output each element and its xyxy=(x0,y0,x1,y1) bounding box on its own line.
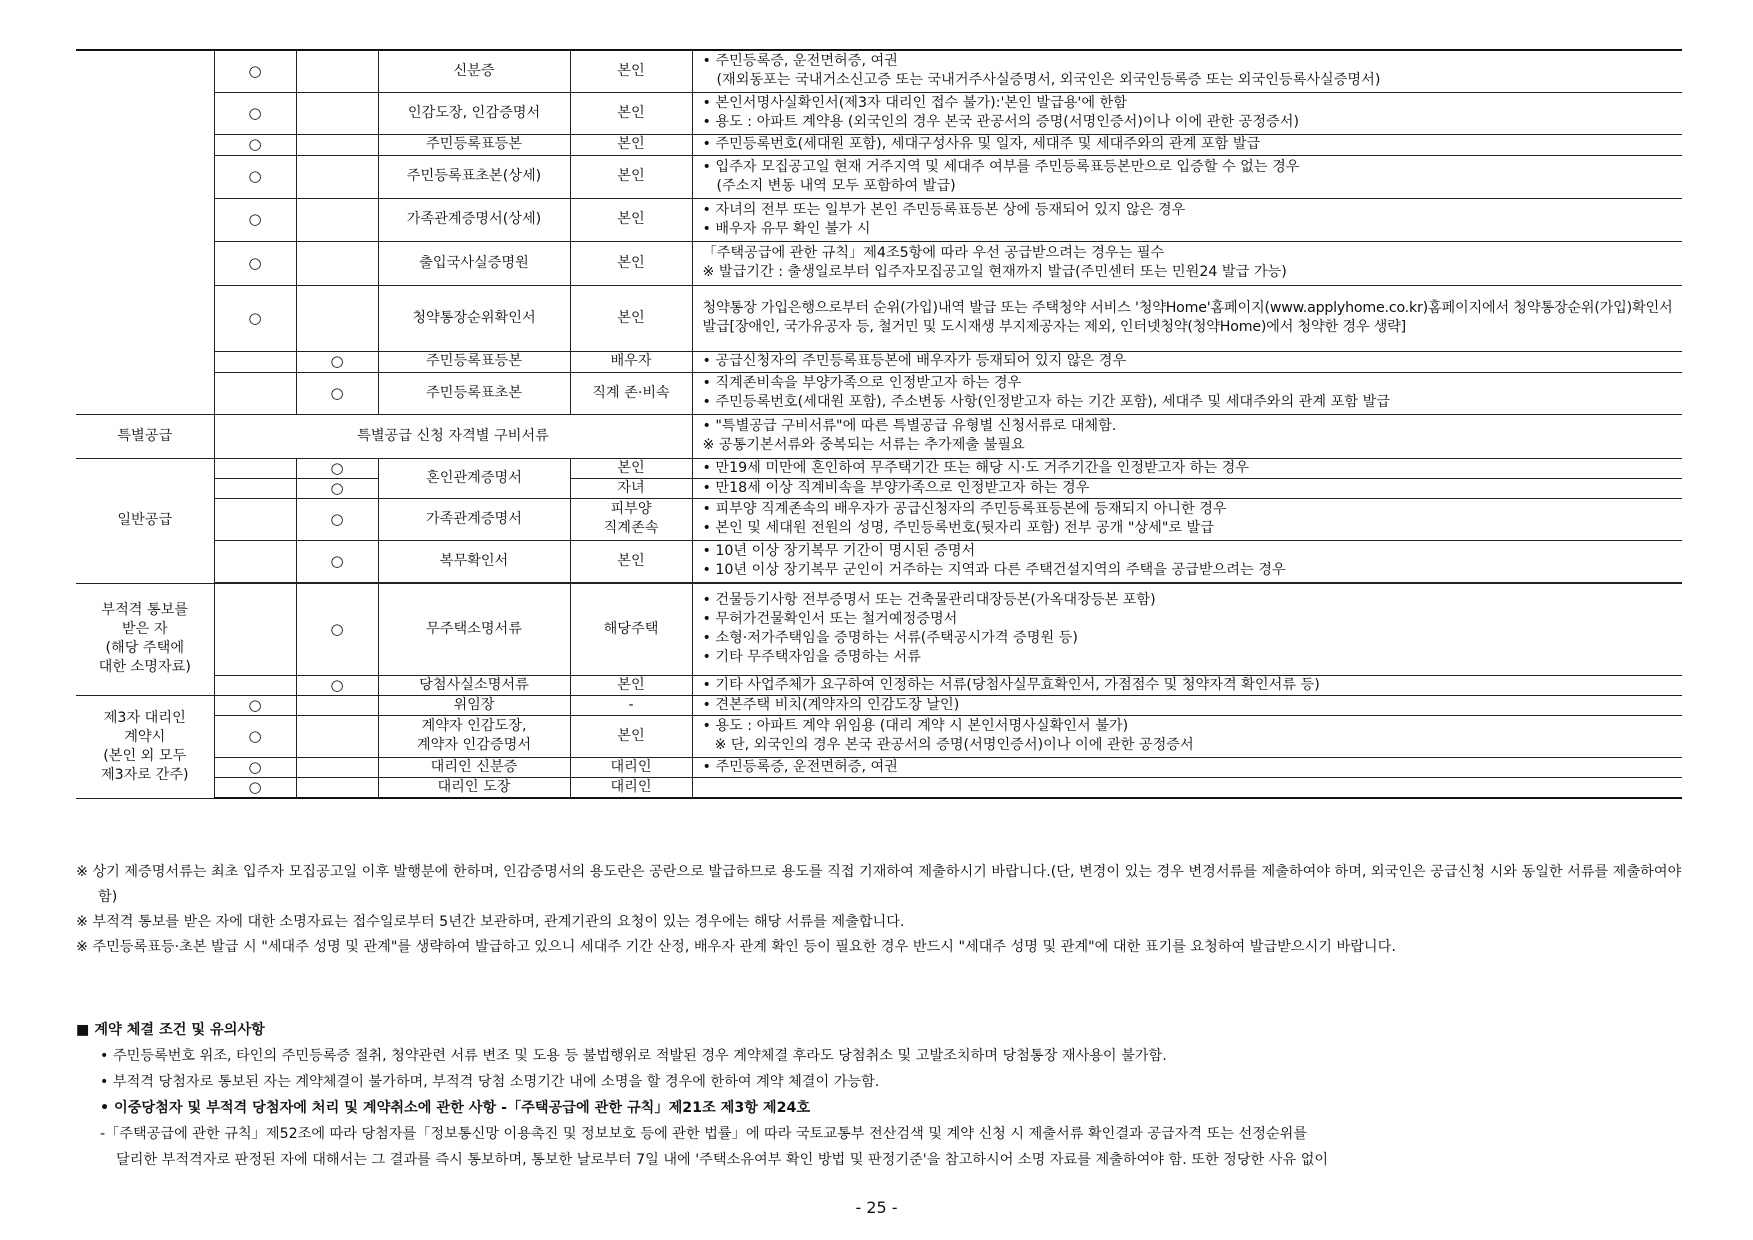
applicant-check-mark: ○ xyxy=(214,715,296,757)
description: • 10년 이상 장기복무 기간이 명시된 증명서 • 10년 이상 장기복무 군인이 거주하는 지역과 다른 주택건설지역의 주택을 공급받으려는 경우 xyxy=(692,540,1682,582)
table-row xyxy=(76,134,1682,155)
applicant-check-mark: ○ xyxy=(214,134,296,155)
target: 본인 xyxy=(570,92,692,134)
applicant-check-mark xyxy=(214,675,296,695)
applicant-check-mark: ○ xyxy=(214,757,296,777)
table-row xyxy=(76,241,1682,285)
description: • 주민등록번호(세대원 포함), 세대구성사유 및 일자, 세대주 및 세대주와의 관계 포함 발급 xyxy=(692,134,1682,155)
proxy-check-mark xyxy=(296,241,378,285)
description: • 만18세 이상 직계비속을 부양가족으로 인정받고자 하는 경우 xyxy=(692,478,1682,498)
description: • 피부양 직계존속의 배우자가 공급신청자의 주민등록표등본에 등재되지 아니한 경우 • 본인 및 세대원 전원의 성명, 주민등록번호(뒷자리 포함) 전부 공개 "상세"로 발급 xyxy=(692,498,1682,540)
table-row xyxy=(76,498,1682,540)
proxy-check-mark xyxy=(296,695,378,715)
bullet-item: • 부적격 당첨자로 통보된 자는 계약체결이 불가하며, 부적격 당첨 소명기간 내에 소명을 할 경우에 한하여 계약 체결이 가능함. xyxy=(100,1074,880,1090)
proxy-check-mark xyxy=(296,715,378,757)
required-documents-table xyxy=(76,49,1682,799)
description: • 입주자 모집공고일 현재 거주지역 및 세대주 여부를 주민등록표등본만으로 입증할 수 없는 경우 (주소지 변동 내역 모두 포함하여 발급) xyxy=(692,155,1682,198)
table-row xyxy=(76,675,1682,695)
applicant-check-mark xyxy=(214,540,296,582)
category-cell-blank xyxy=(76,50,214,414)
document-name: 출입국사실증명원 xyxy=(378,241,570,285)
description: • 만19세 미만에 혼인하여 무주택기간 또는 해당 시·도 거주기간을 인정받고자 하는 경우 xyxy=(692,458,1682,478)
dash-item-continued: 달리한 부적격자로 판정된 자에 대해서는 그 결과를 즉시 통보하며, 통보한 날로부터 7일 내에 '주택소유여부 확인 방법 및 판정기준'을 참고하시어 소명 자료를 제출하여야 함. 또한 정당한 사유 없이 xyxy=(116,1152,1329,1168)
document-name: 청약통장순위확인서 xyxy=(378,285,570,351)
proxy-check-mark xyxy=(296,198,378,241)
table-row xyxy=(76,155,1682,198)
target: 대리인 xyxy=(570,757,692,777)
table-row xyxy=(76,478,1682,498)
proxy-check-mark: ○ xyxy=(296,675,378,695)
description: • 공급신청자의 주민등록표등본에 배우자가 등재되어 있지 않은 경우 xyxy=(692,351,1682,372)
applicant-check-mark xyxy=(214,351,296,372)
bullet-item-bold: • 이중당첨자 및 부적격 당첨자에 처리 및 계약취소에 관한 사항 -「주택공급에 관한 규칙」제21조 제3항 제24호 xyxy=(100,1100,811,1116)
proxy-check-mark: ○ xyxy=(296,351,378,372)
proxy-check-mark xyxy=(296,777,378,798)
description: • 기타 사업주체가 요구하여 인정하는 서류(당첨사실무효확인서, 가점점수 및 청약자격 확인서류 등) xyxy=(692,675,1682,695)
target: 본인 xyxy=(570,540,692,582)
applicant-check-mark: ○ xyxy=(214,92,296,134)
target: 배우자 xyxy=(570,351,692,372)
section-title: ■ 계약 체결 조건 및 유의사항 xyxy=(76,1022,265,1038)
target: - xyxy=(570,695,692,715)
table-row xyxy=(76,285,1682,351)
document-name: 가족관계증명서 xyxy=(378,498,570,540)
dash-item: -「주택공급에 관한 규칙」제52조에 따라 당첨자를「정보통신망 이용촉진 및 정보보호 등에 관한 법률」에 따라 국토교통부 전산검색 및 계약 신청 시 제출서류 확인결과 공급자격 또는 선정순위를 xyxy=(100,1126,1308,1142)
applicant-check-mark: ○ xyxy=(214,777,296,798)
table-row xyxy=(76,583,1682,675)
description: • 본인서명사실확인서(제3자 대리인 접수 불가):'본인 발급용'에 한함 • 용도 : 아파트 계약용 (외국인의 경우 본국 관공서의 증명(서명인증서)이나 이에 관한 공정증서) xyxy=(692,92,1682,134)
proxy-check-mark xyxy=(296,155,378,198)
description: 청약통장 가입은행으로부터 순위(가입)내역 발급 또는 주택청약 서비스 '청약Home'홈페이지(www.applyhome.co.kr)홈페이지에서 청약통장순위(가입)확인서 발급[장애인, 국가유공자 등, 철거민 및 도시재생 부지제공자는 제외, 인터넷청약(청약Home)에서 청약한 경우 생략] xyxy=(692,285,1682,351)
target: 본인 xyxy=(570,134,692,155)
applicant-check-mark: ○ xyxy=(214,50,296,92)
document-name: 복무확인서 xyxy=(378,540,570,582)
proxy-check-mark: ○ xyxy=(296,540,378,582)
document-name: 대리인 신분증 xyxy=(378,757,570,777)
table-row xyxy=(76,372,1682,414)
description: 「주택공급에 관한 규칙」제4조5항에 따라 우선 공급받으려는 경우는 필수 ※ 발급기간 : 출생일로부터 입주자모집공고일 현재까지 발급(주민센터 또는 민원24 발급 가능) xyxy=(692,241,1682,285)
description: • "특별공급 구비서류"에 따른 특별공급 유형별 신청서류로 대체함. ※ 공통기본서류와 중복되는 서류는 추가제출 불필요 xyxy=(692,414,1682,458)
table-row xyxy=(76,198,1682,241)
proxy-check-mark xyxy=(296,50,378,92)
applicant-check-mark xyxy=(214,478,296,498)
footnote: ※ 상기 제증명서류는 최초 입주자 모집공고일 이후 발행분에 한하며, 인감증명서의 용도란은 공란으로 발급하므로 용도를 직접 기재하여 제출하시기 바랍니다.(단, 변경이 있는 경우 변경서류를 제출하여야 하며, 외국인은 공급신청 시와 동일한 서류를 제출하여야 함) xyxy=(76,864,1682,905)
bullet-item: • 주민등록번호 위조, 타인의 주민등록증 절취, 청약관련 서류 변조 및 도용 등 불법행위로 적발된 경우 계약체결 후라도 당첨취소 및 고발조치하며 당첨통장 재사용이 불가함. xyxy=(100,1048,1167,1064)
target: 본인 xyxy=(570,458,692,478)
description: • 주민등록증, 운전면허증, 여권 xyxy=(692,757,1682,777)
proxy-check-mark xyxy=(296,134,378,155)
document-name: 주민등록표초본 xyxy=(378,372,570,414)
document-name: 주민등록표초본(상세) xyxy=(378,155,570,198)
description: • 주민등록증, 운전면허증, 여권 (재외동포는 국내거소신고증 또는 국내거주사실증명서, 외국인은 외국인등록증 또는 외국인등록사실증명서) xyxy=(692,50,1682,92)
applicant-check-mark: ○ xyxy=(214,155,296,198)
footnotes xyxy=(76,860,1682,960)
document-name: 대리인 도장 xyxy=(378,777,570,798)
target: 본인 xyxy=(570,285,692,351)
proxy-check-mark xyxy=(296,757,378,777)
table-row xyxy=(76,50,1682,92)
table-row xyxy=(76,458,1682,478)
document-name: 계약자 인감도장, 계약자 인감증명서 xyxy=(378,715,570,757)
category-third-party-proxy: 제3자 대리인 계약시 (본인 외 모두 제3자로 간주) xyxy=(76,695,214,798)
target: 직계 존·비속 xyxy=(570,372,692,414)
applicant-check-mark: ○ xyxy=(214,241,296,285)
target: 본인 xyxy=(570,50,692,92)
target: 피부양 직계존속 xyxy=(570,498,692,540)
description: • 직계존비속을 부양가족으로 인정받고자 하는 경우 • 주민등록번호(세대원 포함), 주소변동 사항(인정받고자 하는 기간 포함), 세대주 및 세대주와의 관계 포함 발급 xyxy=(692,372,1682,414)
description: • 용도 : 아파트 계약 위임용 (대리 계약 시 본인서명사실확인서 불가) ※ 단, 외국인의 경우 본국 관공서의 증명(서명인증서)이나 이에 관한 공정증서 xyxy=(692,715,1682,757)
document-name: 주민등록표등본 xyxy=(378,134,570,155)
table-row xyxy=(76,351,1682,372)
table-row xyxy=(76,757,1682,777)
table-row xyxy=(76,695,1682,715)
document-name: 특별공급 신청 자격별 구비서류 xyxy=(214,414,692,458)
table-row xyxy=(76,92,1682,134)
applicant-check-mark xyxy=(214,372,296,414)
document-name: 주민등록표등본 xyxy=(378,351,570,372)
document-name: 위임장 xyxy=(378,695,570,715)
category-special-supply: 특별공급 xyxy=(76,414,214,458)
target: 자녀 xyxy=(570,478,692,498)
description: • 견본주택 비치(계약자의 인감도장 날인) xyxy=(692,695,1682,715)
target: 대리인 xyxy=(570,777,692,798)
description: • 자녀의 전부 또는 일부가 본인 주민등록표등본 상에 등재되어 있지 않은 경우 • 배우자 유무 확인 불가 시 xyxy=(692,198,1682,241)
table-row xyxy=(76,414,1682,458)
applicant-check-mark: ○ xyxy=(214,285,296,351)
category-ineligible: 부적격 통보를 받은 자 (해당 주택에 대한 소명자료) xyxy=(76,583,214,695)
document-name: 무주택소명서류 xyxy=(378,583,570,675)
target: 본인 xyxy=(570,241,692,285)
proxy-check-mark: ○ xyxy=(296,478,378,498)
proxy-check-mark: ○ xyxy=(296,372,378,414)
target: 본인 xyxy=(570,155,692,198)
applicant-check-mark xyxy=(214,458,296,478)
proxy-check-mark xyxy=(296,285,378,351)
footnote: ※ 부적격 통보를 받은 자에 대한 소명자료는 접수일로부터 5년간 보관하며, 관계기관의 요청이 있는 경우에는 해당 서류를 제출합니다. xyxy=(76,914,905,930)
table-row xyxy=(76,715,1682,757)
applicant-check-mark: ○ xyxy=(214,695,296,715)
page-number: - 25 - xyxy=(855,1198,898,1217)
footnote: ※ 주민등록표등·초본 발급 시 "세대주 성명 및 관계"를 생략하여 발급하고 있으니 세대주 기간 산정, 배우자 관계 확인 등이 필요한 경우 반드시 "세대주 성명 및 관계"에 대한 표기를 요청하여 발급받으시기 바랍니다. xyxy=(76,939,1396,955)
description: • 건물등기사항 전부증명서 또는 건축물관리대장등본(가옥대장등본 포함) • 무허가건물확인서 또는 철거예정증명서 • 소형·저가주택임을 증명하는 서류(주택공시가격 증명원 등) • 기타 무주택자임을 증명하는 서류 xyxy=(692,583,1682,675)
proxy-check-mark: ○ xyxy=(296,583,378,675)
document-name: 신분증 xyxy=(378,50,570,92)
table-row xyxy=(76,540,1682,582)
contract-conditions-section xyxy=(76,1017,1682,1173)
table-row xyxy=(76,777,1682,798)
proxy-check-mark: ○ xyxy=(296,458,378,478)
proxy-check-mark: ○ xyxy=(296,498,378,540)
target: 본인 xyxy=(570,715,692,757)
document-name: 혼인관계증명서 xyxy=(378,458,570,498)
description xyxy=(692,777,1682,798)
document-name: 당첨사실소명서류 xyxy=(378,675,570,695)
category-general-supply: 일반공급 xyxy=(76,458,214,583)
applicant-check-mark: ○ xyxy=(214,198,296,241)
applicant-check-mark xyxy=(214,583,296,675)
target: 본인 xyxy=(570,675,692,695)
target: 해당주택 xyxy=(570,583,692,675)
proxy-check-mark xyxy=(296,92,378,134)
target: 본인 xyxy=(570,198,692,241)
applicant-check-mark xyxy=(214,498,296,540)
document-name: 인감도장, 인감증명서 xyxy=(378,92,570,134)
document-name: 가족관계증명서(상세) xyxy=(378,198,570,241)
